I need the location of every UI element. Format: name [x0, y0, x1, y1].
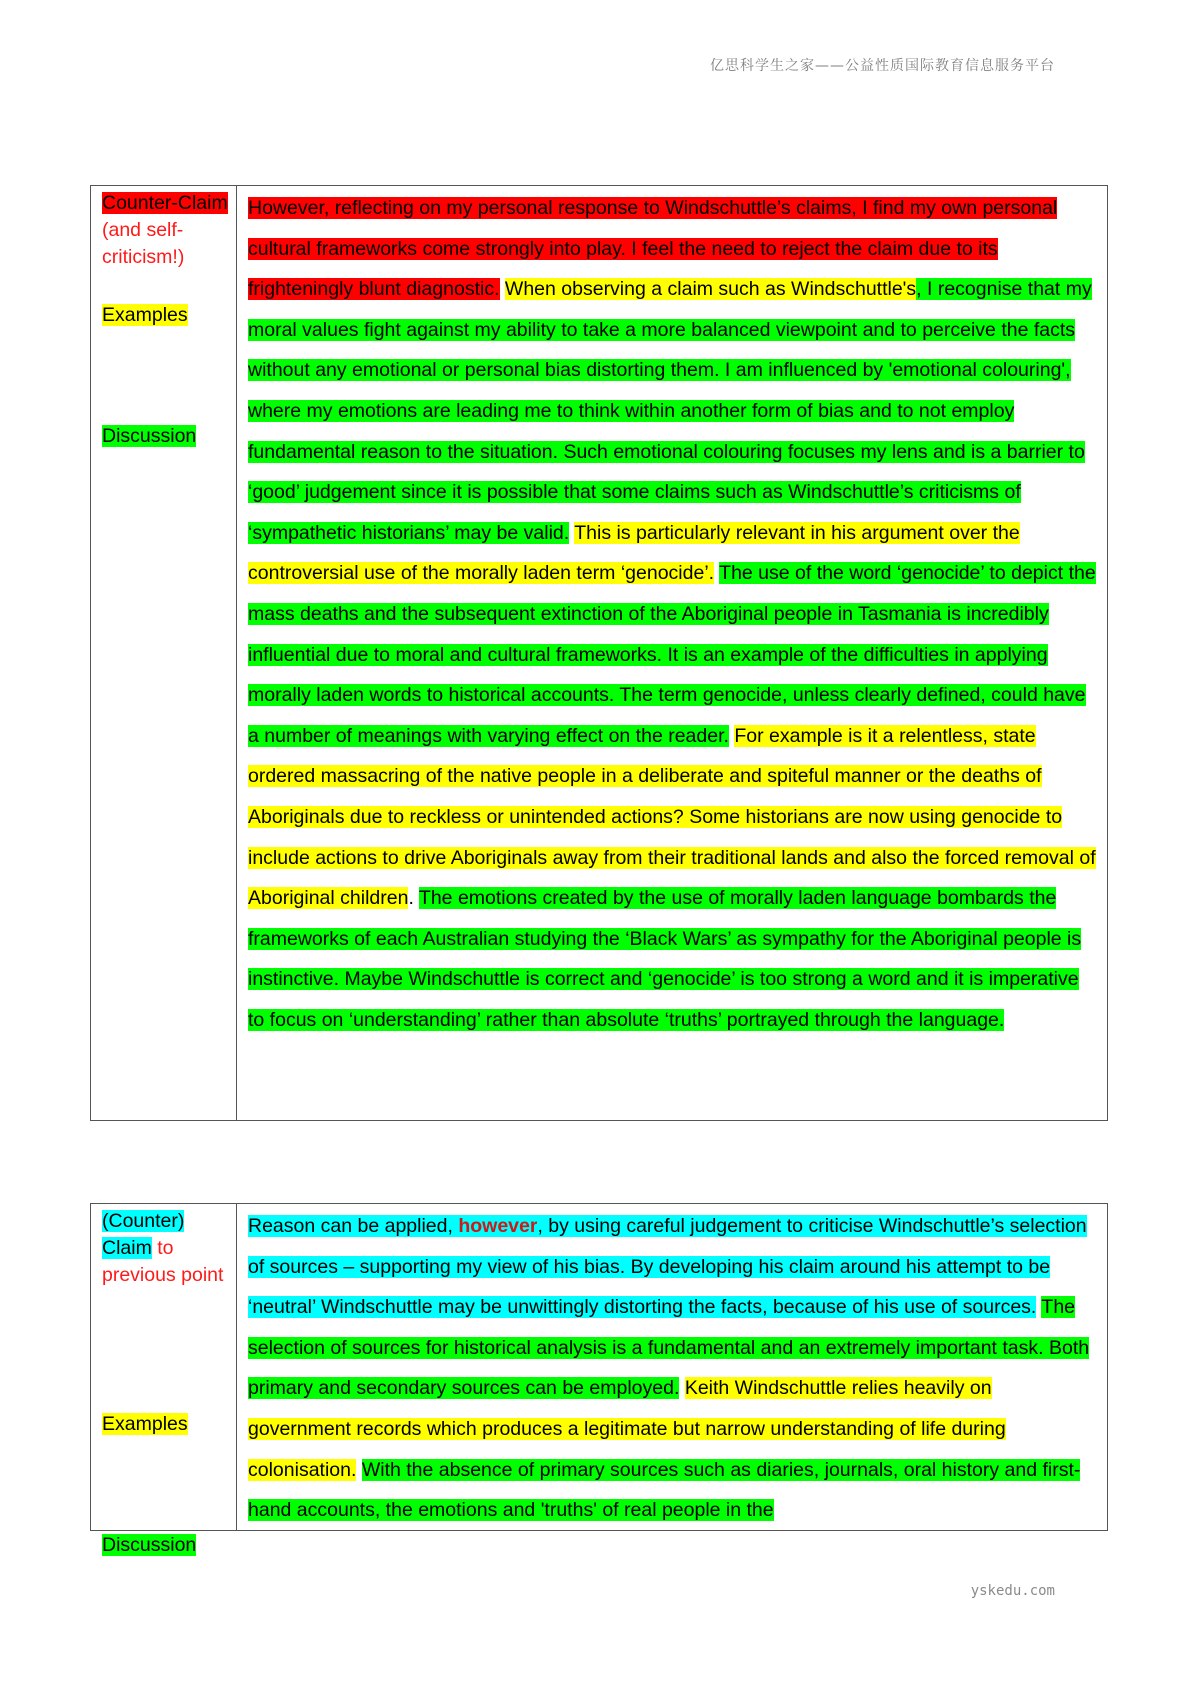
text-segment: The emotions created by the use of morally laden language bombards the frameworks of each Australian studying the ‘Black Wars’ as sympathy for the Aboriginal people is instinctive. Maybe Windschuttle is correct and ‘genocide’ is too strong a word and it is imperative to focus on ‘understanding’ rather than absolute ‘truths’ portrayed through the language.: [248, 887, 1082, 1031]
text-segment: The use of the word ‘genocide’ to depict the mass deaths and the subsequent extinction of the Aboriginal people in Tasmania is incredibly influential due to moral and cultural frameworks. It is an example of the difficulties in applying morally laden words to historical accounts. The term genocide, unless clearly defined, could have a number of meanings with varying effect on the reader.: [248, 562, 1096, 747]
label-examples: Examples: [102, 304, 188, 326]
label-discussion: Discussion: [102, 1534, 197, 1556]
essay-table-counter-claim-2: [90, 1203, 1108, 1556]
essay-paragraph: [237, 186, 1107, 1120]
text-segment: This is particularly relevant in his argument over the controversial use of the morally laden term ‘genocide’.: [248, 521, 1020, 585]
section-labels-column: [91, 186, 237, 1120]
label-counter-claim: (Counter) Claim: [102, 1210, 185, 1259]
label-self-criticism: (and self-criticism!): [102, 219, 185, 268]
text-segment: [679, 1377, 684, 1399]
text-segment: Keith Windschuttle relies heavily on government records which produces a legitimate but narrow understanding of life during colonisation.: [248, 1377, 1006, 1481]
text-segment: .: [408, 887, 419, 910]
text-segment: , I recognise that my moral values fight against my ability to take a more balanced viewpoint and to perceive the facts without any emotional or personal bias distorting them. I am influenced by 'emotional colouring', where my emotions are leading me to think within another form of bias and to not employ fundamental reason to the situation. Such emotional colouring focuses my lens and is a barrier to ‘good’ judgement since it is possible that some claims such as Windschuttle’s criticisms of ‘sympathetic historians’ may be valid.: [248, 278, 1092, 544]
essay-table-counter-claim: [90, 185, 1108, 1121]
essay-paragraph: [237, 1204, 1107, 1530]
label-counter-claim: Counter-Claim: [102, 192, 228, 214]
label-to-previous-point: to previous point: [102, 1237, 224, 1286]
text-segment: For example is it a relentless, state ordered massacring of the native people in a deliberate and spiteful manner or the deaths of Aboriginals due to reckless or unintended actions? Some historians are now using genocide to include actions to drive Aboriginals away from their traditional lands and also the forced removal of Aboriginal children: [248, 724, 1096, 910]
label-discussion: Discussion: [102, 425, 197, 447]
text-segment: When observing a claim such as Windschuttle's: [504, 278, 917, 301]
text-segment: Reason can be applied,: [248, 1215, 459, 1237]
text-segment: [356, 1459, 361, 1481]
footer-site-url: yskedu.com: [970, 1583, 1055, 1599]
text-segment: However, reflecting on my personal response to Windschuttle’s claims, I find my own personal cultural frameworks come strongly into play. I feel the need to reject the claim due to its frighteningly blunt diagnostic.: [248, 197, 1058, 301]
text-segment: , by using careful judgement to criticise Windschuttle’s selection of sources – supporting my view of his bias. By developing his claim around his attempt to be ‘neutral’ Windschuttle may be unwittingly distorting the facts, because of his use of sources.: [248, 1215, 1087, 1319]
text-segment: The selection of sources for historical analysis is a fundamental and an extremely important task. Both primary and secondary sources can be employed.: [248, 1296, 1090, 1400]
header-site-name: 亿思科学生之家——公益性质国际教育信息服务平台: [710, 58, 1055, 74]
text-segment-emphasis: however: [458, 1215, 538, 1237]
label-examples: Examples: [102, 1413, 188, 1435]
section-labels-column: [91, 1204, 237, 1556]
text-segment: With the absence of primary sources such as diaries, journals, oral history and first-hand accounts, the emotions and 'truths' of real people in the: [248, 1458, 1081, 1522]
